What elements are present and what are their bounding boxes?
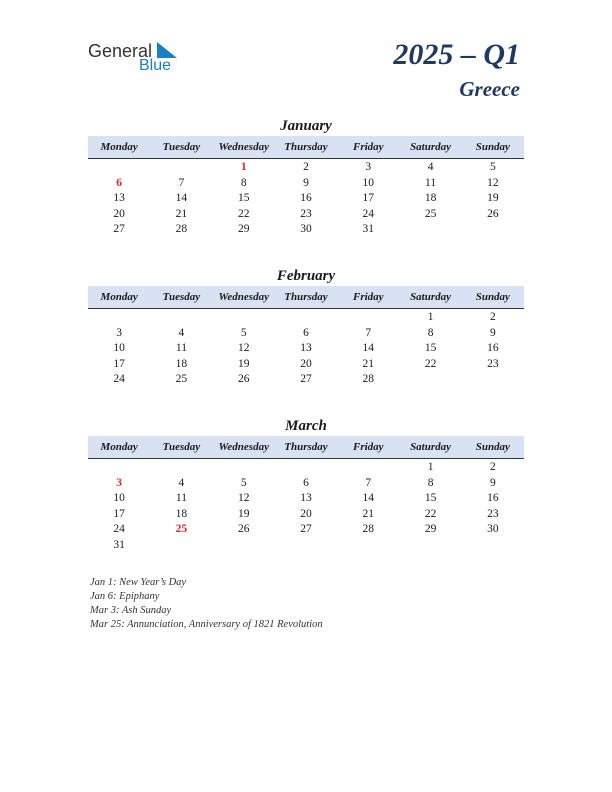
day-cell: 3 [365,161,372,173]
weekday-label: Friday [352,141,384,153]
day-cell: 31 [362,223,375,235]
day-cell: 20 [113,207,125,220]
day-cell: 22 [424,357,437,370]
empty-day-cell [275,460,337,476]
day-cell: 4 [178,476,185,489]
day-cell: 28 [362,373,375,385]
logo-text-blue: Blue [139,57,172,74]
day-cell: 11 [425,176,437,189]
day-cell: 10 [113,492,125,504]
day-cell: 24 [113,373,125,385]
day-cell: 19 [237,357,250,370]
day-cell: 5 [240,476,247,489]
day-cell: 14 [362,342,375,354]
day-cell: 2 [489,311,496,323]
weekday-header [88,286,524,309]
weekday-label: Thursday [284,441,328,453]
weekday-label: Thursday [284,291,328,303]
day-cell: 9 [489,476,496,489]
month-title: March [285,418,327,434]
empty-day-cell [337,460,399,476]
day-cell: 6 [303,326,309,339]
weekday-header [88,436,524,459]
empty-day-cell [88,160,150,176]
day-cell: 16 [487,492,499,504]
weekday-label: Wednesday [218,291,269,303]
day-cell: 2 [303,161,309,173]
day-cell: 10 [362,176,375,189]
day-cell: 24 [362,207,375,220]
day-cell: 1 [427,311,434,323]
weekday-label: Saturday [410,441,452,453]
day-cell: 5 [240,326,247,339]
day-cell: 4 [427,161,434,173]
month-block-march [88,416,524,553]
page-title: 2025 – Q1 [393,38,520,71]
day-cell: 26 [237,373,250,385]
empty-day-cell [213,310,275,326]
day-cell: 25 [175,373,188,385]
empty-day-cell [213,460,275,476]
day-cell: 27 [300,373,312,385]
weekday-label: Sunday [475,441,510,453]
day-cell: 31 [113,538,125,551]
day-grid [88,159,524,238]
day-cell: 17 [362,192,375,204]
day-cell: 16 [487,342,499,354]
day-cell: 1 [427,461,434,473]
day-cell: 30 [300,223,312,235]
day-cell: 24 [113,523,125,535]
empty-day-cell [150,160,212,176]
day-cell: 23 [487,357,499,370]
day-cell: 27 [113,223,125,235]
day-cell: 20 [300,507,312,520]
holiday-notes [90,576,323,632]
month-block-january [88,116,524,238]
day-cell: 21 [362,507,375,520]
day-cell: 8 [427,476,434,489]
day-cell: 26 [237,523,250,535]
day-cell: 11 [175,342,187,354]
day-cell: 4 [178,326,185,339]
empty-day-cell [275,310,337,326]
logo-flag-icon [155,42,177,58]
day-cell: 12 [487,176,499,189]
day-cell: 12 [237,492,250,504]
holiday-note: Mar 25: Annunciation, Anniversary of 1821 Revolution [90,619,323,630]
weekday-label: Thursday [284,141,328,153]
day-cell: 23 [487,507,499,520]
day-cell: 12 [237,342,250,354]
day-cell: 26 [487,207,499,220]
day-cell: 29 [424,523,437,535]
day-cell: 29 [237,223,250,235]
weekday-header [88,136,524,159]
weekday-label: Saturday [410,291,452,303]
day-cell: 5 [489,161,496,173]
holiday-note: Jan 1: New Year’s Day [90,577,187,588]
country-name: Greece [459,77,520,101]
day-cell: 7 [178,176,185,189]
weekday-label: Sunday [475,141,510,153]
day-cell: 21 [362,357,375,370]
weekday-label: Monday [100,141,138,153]
weekday-label: Tuesday [162,291,201,303]
day-cell: 8 [240,176,247,189]
day-cell: 13 [300,342,312,354]
day-cell: 23 [300,207,312,220]
day-cell: 9 [303,176,309,189]
day-cell: 28 [362,523,375,535]
day-cell: 17 [113,357,125,370]
month-title: January [280,118,332,134]
month-block-february [88,266,524,388]
weekday-label: Tuesday [162,441,201,453]
day-cell: 30 [487,523,499,535]
weekday-label: Wednesday [218,141,269,153]
weekday-label: Saturday [410,141,452,153]
empty-day-cell [337,310,399,326]
empty-day-cell [150,310,212,326]
holiday-day-cell: 25 [175,523,188,535]
day-cell: 25 [424,207,437,220]
day-cell: 27 [300,523,312,535]
empty-day-cell [88,310,150,326]
weekday-label: Monday [100,441,138,453]
day-cell: 19 [237,507,250,520]
weekday-label: Monday [100,291,138,303]
empty-day-cell [88,460,150,476]
day-cell: 14 [362,492,375,504]
day-cell: 28 [175,223,188,235]
day-cell: 3 [116,326,123,339]
day-cell: 10 [113,342,125,354]
weekday-label: Tuesday [162,141,201,153]
weekday-label: Friday [352,291,384,303]
day-cell: 7 [365,326,372,339]
day-cell: 18 [175,507,188,520]
day-cell: 6 [303,476,309,489]
day-cell: 22 [424,507,437,520]
day-cell: 13 [300,492,312,504]
day-cell: 9 [489,326,496,339]
day-cell: 7 [365,476,372,489]
holiday-note: Mar 3: Ash Sunday [90,605,172,616]
day-cell: 19 [487,192,499,204]
holiday-day-cell: 1 [240,161,247,173]
day-cell: 21 [175,207,188,220]
weekday-label: Sunday [475,291,510,303]
holiday-note: Jan 6: Epiphany [90,591,160,602]
day-cell: 2 [489,461,496,473]
day-cell: 11 [175,492,187,504]
day-grid [88,309,524,388]
day-cell: 15 [424,342,437,354]
day-cell: 20 [300,357,312,370]
holiday-day-cell: 6 [116,176,123,189]
day-cell: 14 [175,192,188,204]
day-cell: 16 [300,192,312,204]
day-cell: 15 [424,492,437,504]
day-cell: 13 [113,192,125,204]
day-cell: 22 [237,207,250,220]
day-cell: 8 [427,326,434,339]
holiday-day-cell: 3 [116,476,123,489]
generalblue-logo [88,40,188,80]
day-cell: 18 [175,357,188,370]
empty-day-cell [150,460,212,476]
day-grid [88,459,524,553]
weekday-label: Friday [352,441,384,453]
day-cell: 15 [237,192,250,204]
day-cell: 17 [113,507,125,520]
logo-text-general: General [88,41,153,61]
weekday-label: Wednesday [218,441,269,453]
month-title: February [276,268,336,284]
day-cell: 18 [424,192,437,204]
